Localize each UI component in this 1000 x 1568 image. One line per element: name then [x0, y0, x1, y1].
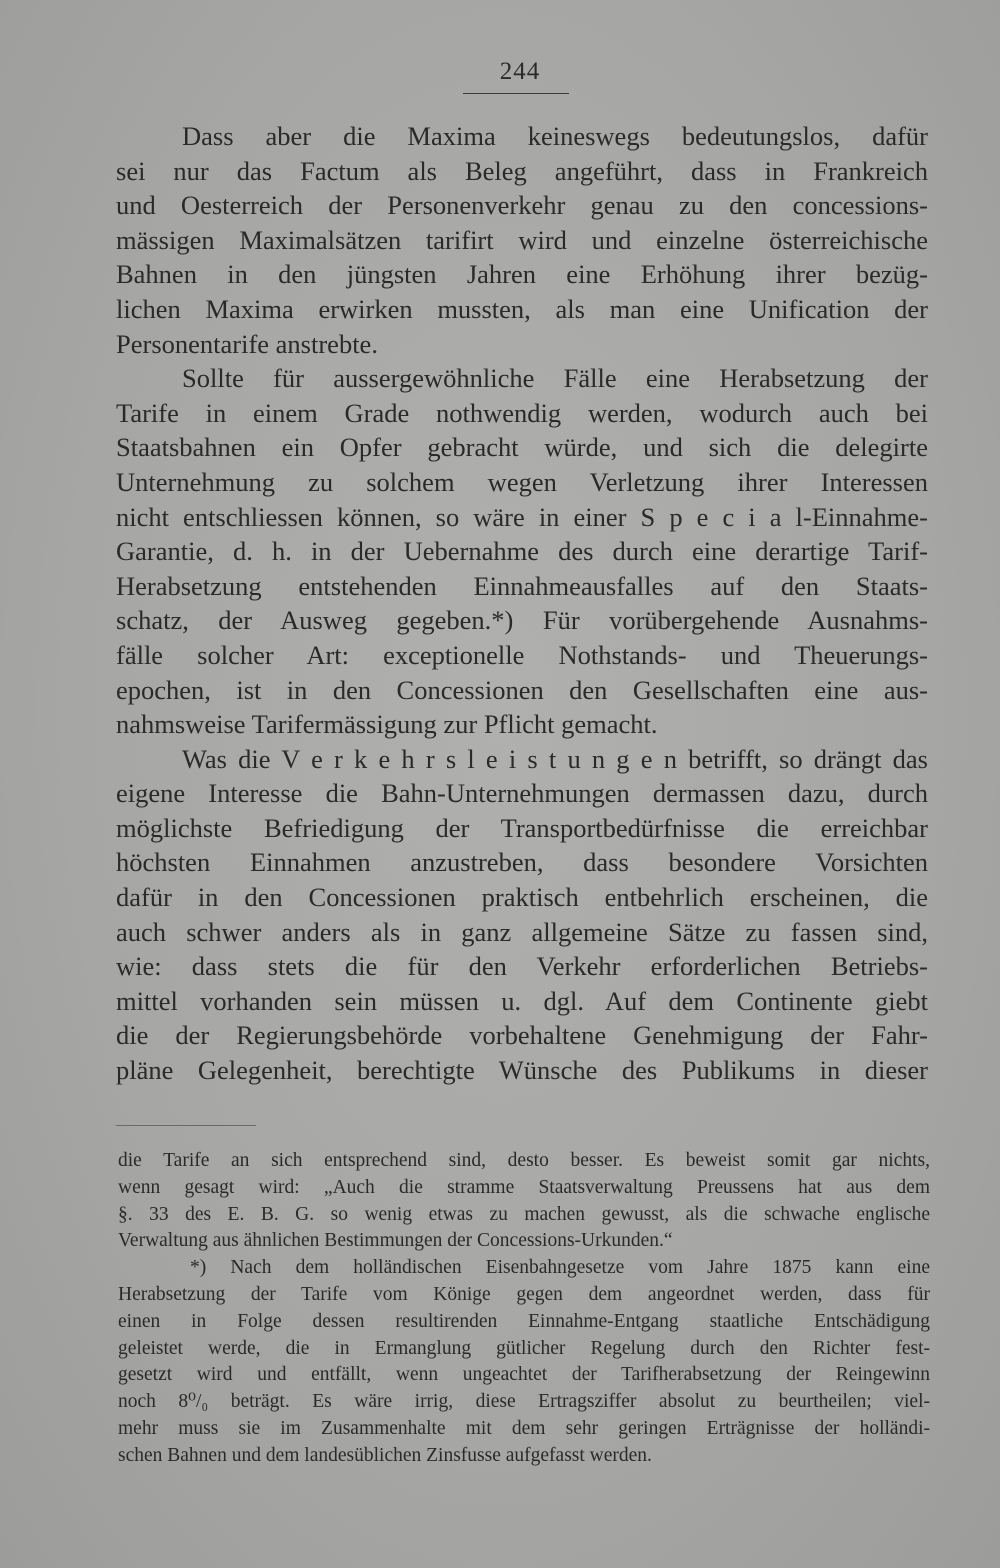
main-text: [116, 119, 928, 1088]
footnote-line: *) Nach dem holländischen Eisenbahngesetze vom Jahre 1875 kann eine: [190, 1257, 930, 1279]
footnote-line: noch 8⁰/₀ beträgt. Es wäre irrig, diese Ertragsziffer absolut zu beurtheilen; viel-: [118, 1391, 930, 1413]
text-line: nahmsweise Tarifermässigung zur Pflicht gemacht.: [116, 709, 658, 740]
text-line: lichen Maxima erwirken mussten, als man eine Unification der: [116, 293, 928, 324]
text-line: Garantie, d. h. in der Uebernahme des durch eine derartige Tarif-: [116, 536, 928, 567]
footnote-line: gesetzt wird und entfällt, wenn ungeachtet der Tarifherabsetzung der Reingewinn: [118, 1364, 930, 1386]
text-line: höchsten Einnahmen anzustreben, dass besondere Vorsichten: [116, 847, 928, 878]
text-line: Herabsetzung entstehenden Einnahmeausfalles auf den Staats-: [116, 570, 928, 601]
text-line: mässigen Maximalsätzen tarifirt wird und einzelne österreichische: [116, 224, 928, 255]
text-line: nicht entschliessen können, so wäre in einer S p e c i a l-Einnahme-: [116, 501, 928, 532]
text-line: und Oesterreich der Personenverkehr genau zu den concessions-: [116, 190, 928, 221]
text-line: dafür in den Concessionen praktisch entbehrlich erscheinen, die: [116, 882, 928, 913]
text-line: eigene Interesse die Bahn-Unternehmungen dermassen dazu, durch: [116, 778, 928, 809]
footnote-line: Herabsetzung der Tarife vom Könige gegen dem angeordnet werden, dass für: [118, 1283, 930, 1305]
text-line: Sollte für aussergewöhnliche Fälle eine Herabsetzung der: [182, 363, 928, 394]
footnote-line: mehr muss sie im Zusammenhalte mit dem sehr geringen Erträgnisse der holländi-: [118, 1417, 930, 1439]
footnotes: [118, 1148, 930, 1470]
text-line: wie: dass stets die für den Verkehr erforderlichen Betriebs-: [116, 951, 928, 982]
footnote-rule: [116, 1125, 256, 1126]
text-line: Bahnen in den jüngsten Jahren eine Erhöhung ihrer bezüg-: [116, 259, 928, 290]
footnote-line: schen Bahnen und dem landesüblichen Zinsfusse aufgefasst werden.: [118, 1444, 652, 1466]
page-number: 244: [499, 58, 541, 85]
text-line: auch schwer anders als in ganz allgemeine Sätze zu fassen sind,: [116, 916, 928, 947]
text-line: schatz, der Ausweg gegeben.*) Für vorübergehende Ausnahms-: [116, 605, 928, 636]
text-line: die der Regierungsbehörde vorbehaltene Genehmigung der Fahr-: [116, 1020, 928, 1051]
text-line: Dass aber die Maxima keineswegs bedeutungslos, dafür: [182, 121, 928, 151]
text-line: pläne Gelegenheit, berechtigte Wünsche des Publikums in dieser: [116, 1055, 928, 1086]
text-line: epochen, ist in den Concessionen den Gesellschaften eine aus-: [116, 674, 928, 705]
text-line: Staatsbahnen ein Opfer gebracht würde, und sich die delegirte: [116, 432, 928, 463]
text-line: Tarife in einem Grade nothwendig werden, wodurch auch bei: [116, 397, 928, 428]
text-line: mittel vorhanden sein müssen u. dgl. Auf dem Continente giebt: [116, 985, 928, 1016]
page-number-rule: [463, 93, 569, 94]
text-line: möglichste Befriedigung der Transportbedürfnisse die erreichbar: [116, 812, 928, 843]
text-line: Personentarife anstrebte.: [116, 328, 378, 359]
footnote-line: geleistet werde, die in Ermanglung gütlicher Regelung durch den Richter fest-: [118, 1337, 930, 1359]
footnote-line: Verwaltung aus ähnlichen Bestimmungen der Concessions-Urkunden.“: [118, 1230, 673, 1252]
text-line: sei nur das Factum als Beleg angeführt, dass in Frankreich: [116, 155, 928, 186]
footnote-line: die Tarife an sich entsprechend sind, desto besser. Es beweist somit gar nichts,: [118, 1150, 930, 1171]
text-line: Was die V e r k e h r s l e i s t u n g e n betrifft, so drängt das: [182, 743, 928, 774]
footnote-line: §. 33 des E. B. G. so wenig etwas zu machen gewusst, als die schwache englische: [118, 1203, 930, 1225]
footnote-line: wenn gesagt wird: „Auch die stramme Staatsverwaltung Preussens hat aus dem: [118, 1176, 930, 1198]
footnote-line: einen in Folge dessen resultirenden Einnahme-Entgang staatliche Entschädigung: [118, 1310, 930, 1332]
text-line: Unternehmung zu solchem wegen Verletzung ihrer Interessen: [116, 466, 928, 497]
text-line: fälle solcher Art: exceptionelle Nothstands- und Theuerungs-: [116, 639, 928, 670]
